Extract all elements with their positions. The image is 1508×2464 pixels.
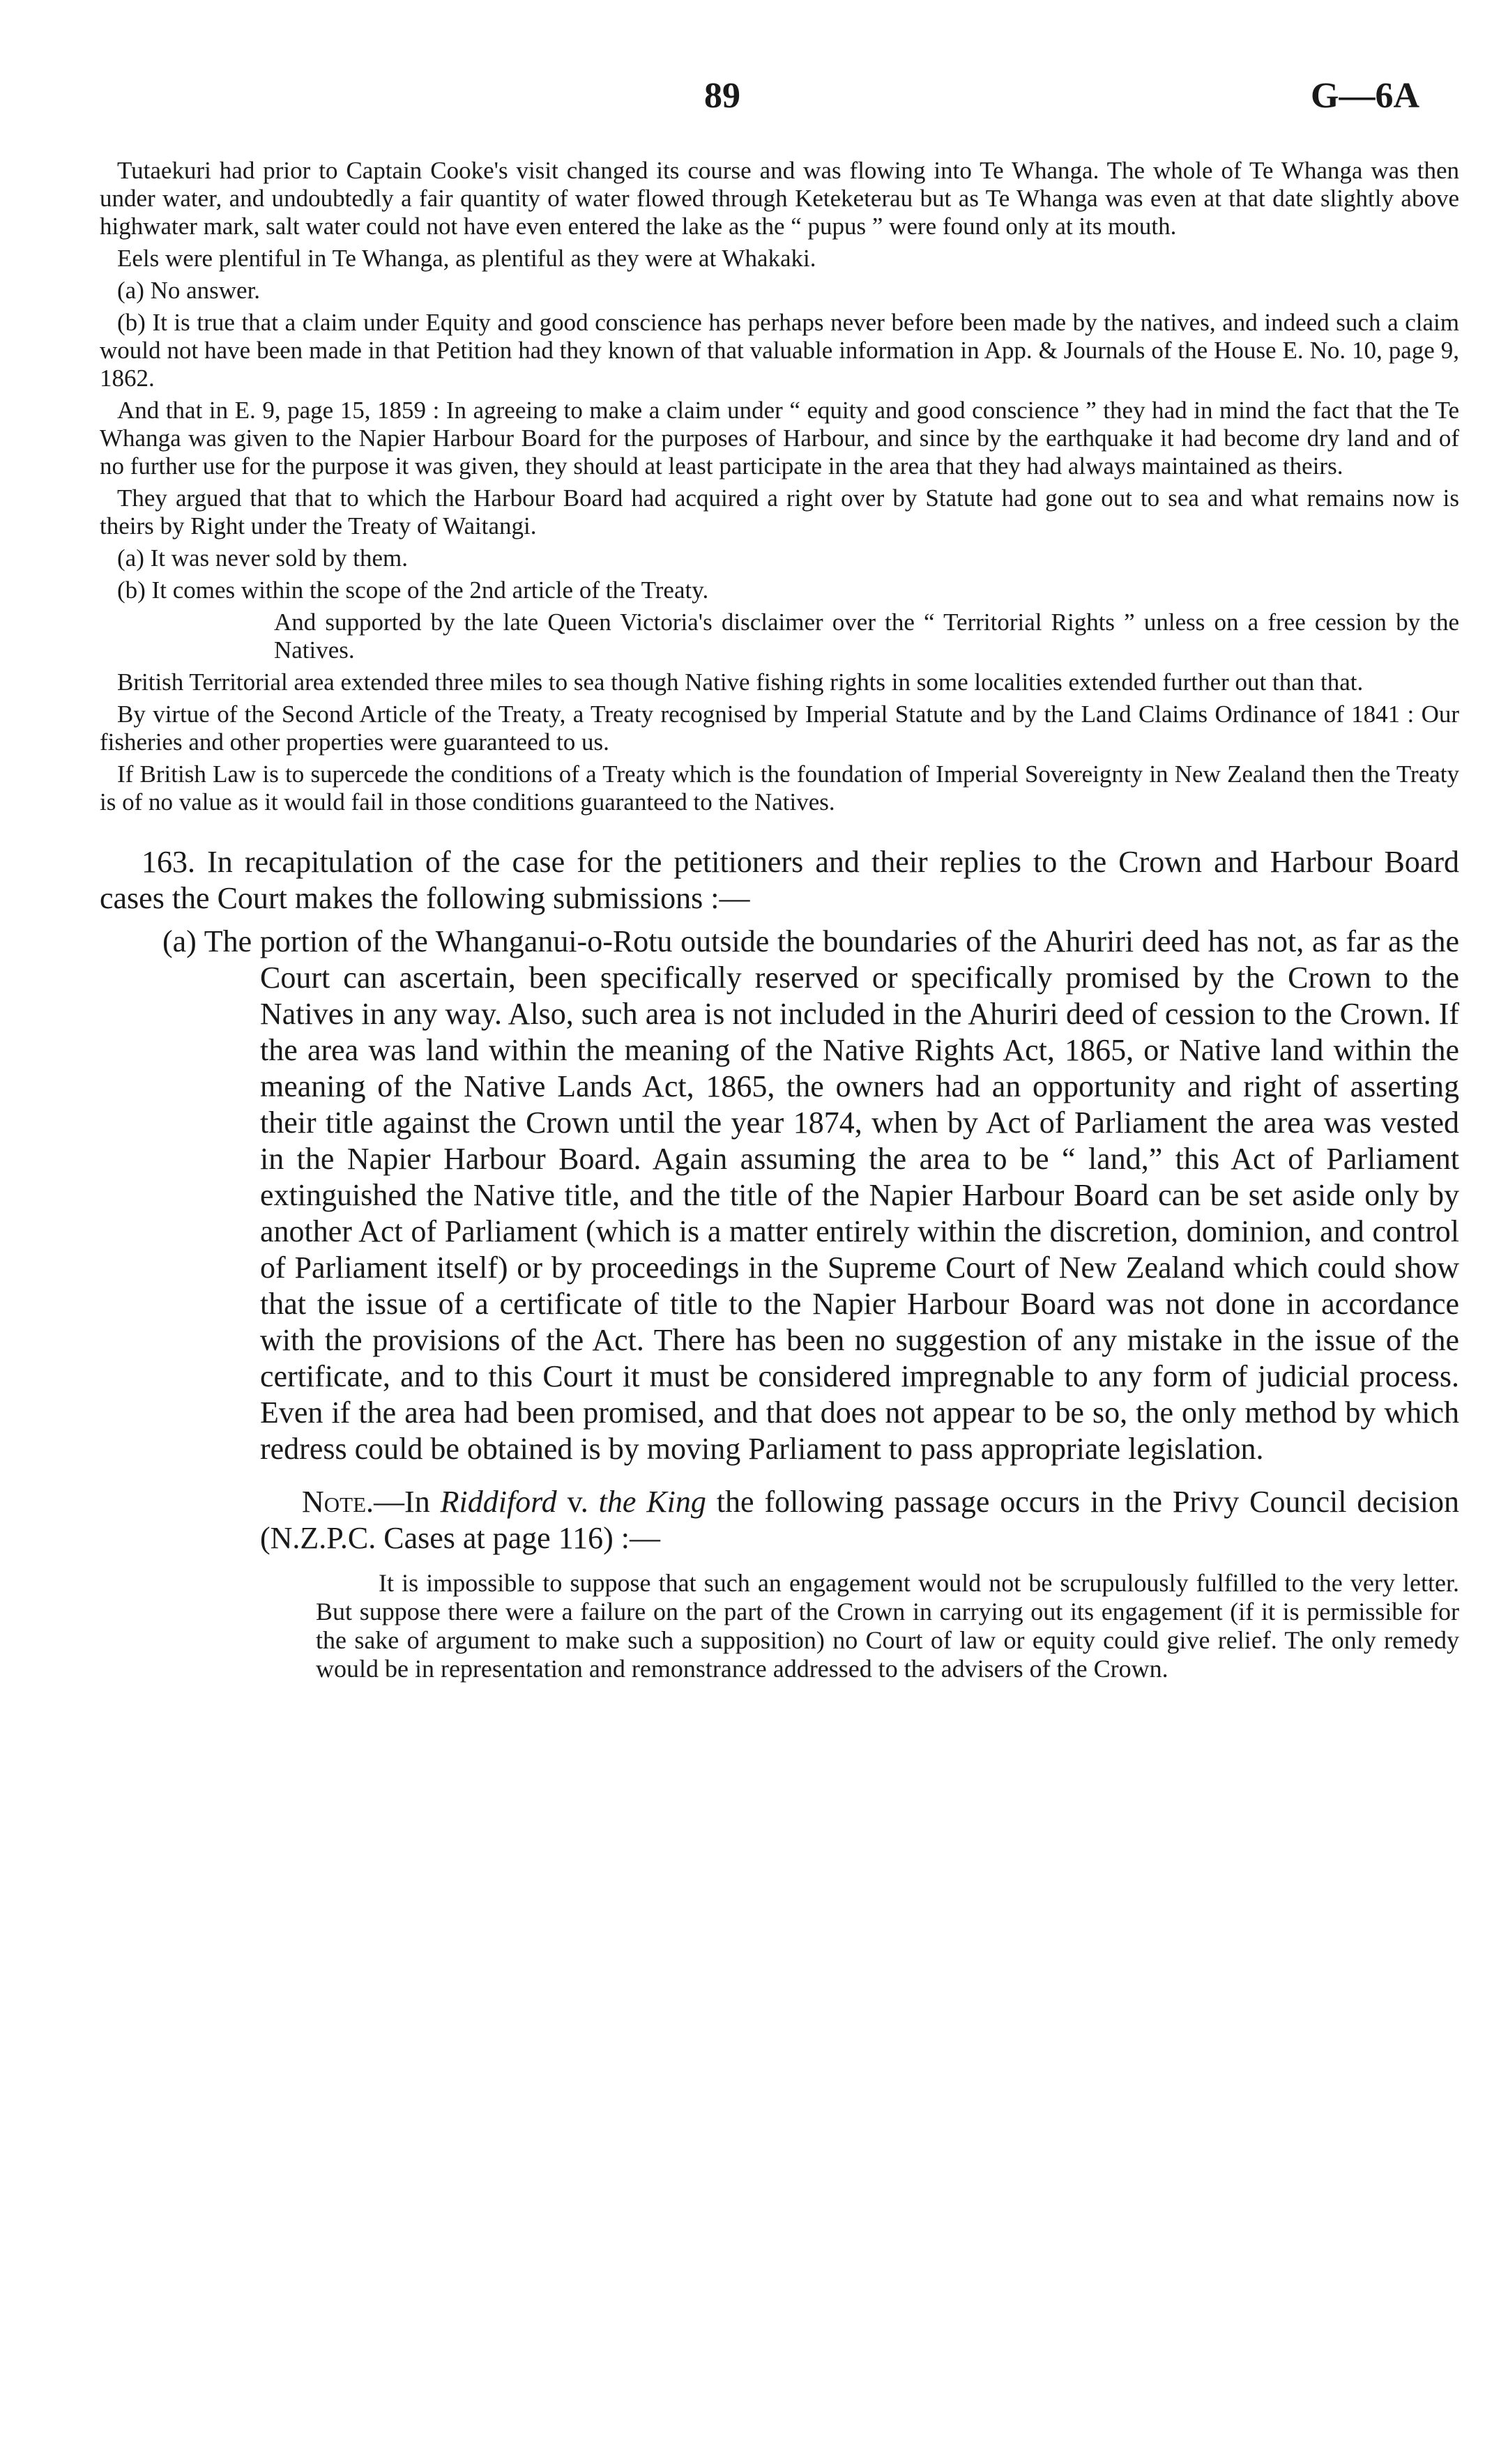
page-number: 89 [704,76,740,116]
note-label: Note. [302,1485,374,1519]
paragraph-territorial-area: British Territorial area extended three miles to sea though Native fishing rights in some localities extended further out than that. [117,668,1364,696]
paragraph-harbour-board: They argued that that to which the Harbour Board had acquired a right over by Statute had gone out to sea and what remains now is theirs by Right under the Treaty of Waitangi. [100,484,1459,540]
page-header [0,75,1508,131]
paragraph-163: 163. In recapitulation of the case for the petitioners and their replies to the Crown and Harbour Board cases the Court makes the following submissions :— [100,845,1459,915]
petitioner-replies [100,157,1459,816]
note-paragraph [100,1484,1459,1556]
paragraph-queen-victoria: And supported by the late Queen Victoria's disclaimer over the “ Territorial Rights ” unless on a free cession by the Natives. [274,609,1459,664]
paragraph-tutaekuri: Tutaekuri had prior to Captain Cooke's visit changed its course and was flowing into Te Whanga. The whole of Te Whanga was then under water, and undoubtedly a fair quantity of water flowed through Keteketerau but as Te Whanga was even at that date slightly above highwater mark, salt water could not have even entered the lake as the “ pupus ” were found only at its mouth. [100,157,1459,240]
paragraph-b-second-article: (b) It comes within the scope of the 2nd article of the Treaty. [117,576,709,604]
paragraph-b-equity: (b) It is true that a claim under Equity and good conscience has perhaps never before been made by the natives, and indeed such a claim would not have been made in that Petition had they known of that valuable information in App. & Journals of the House E. No. 10, page 9, 1862. [100,309,1459,392]
series-code: G—6A [1311,76,1419,116]
quote-text: It is impossible to suppose that such an engagement would not be scrupulously fulfilled to the very letter. But suppose there were a failure on the part of the Crown in carrying out its engagement (if it is permissible for the sake of argument to make such a supposition) no Court of law or equity could give relief. The only remedy would be in representation and remonstrance addressed to the advisers of the Crown. [316,1569,1459,1683]
paragraph-british-law: If British Law is to supercede the conditions of a Treaty which is the foundation of Imperial Sovereignty in New Zealand then the Treaty is of no value as it would fail in those conditions guaranteed to the Natives. [100,760,1459,816]
case-v: v. [556,1485,599,1519]
paragraph-treaty-virtue: By virtue of the Second Article of the Treaty, a Treaty recognised by Imperial Statute and by the Land Claims Ordinance of 1841 : Our fisheries and other properties were guaranteed to us. [100,701,1459,756]
submission-a: (a) The portion of the Whanganui-o-Rotu outside the boundaries of the Ahuriri deed has not, as far as the Court can ascertain, been specifically reserved or specifically promised by the Crown to the Natives in any way. Also, such area is not included in the Ahuriri deed of cession to the Crown. If the area was land within the meaning of the Native Rights Act, 1865, or Native land within the meaning of the Native Lands Act, 1865, the owners had an opportunity and right of asserting their title against the Crown until the year 1874, when by Act of Parliament the area was vested in the Napier Harbour Board. Again assuming the area to be “ land,” this Act of Parliament extinguished the Native title, and the title of the Napier Harbour Board can be set aside only by another Act of Parliament (which is a matter entirely within the discretion, dominion, and control of Parliament itself) or by proceedings in the Supreme Court of New Zealand which could show that the issue of a certificate of title to the Napier Harbour Board was not done in accordance with the provisions of the Act. There has been no suggestion of any mistake in the issue of the certificate, and to this Court it must be considered impregnable to any form of judicial process. Even if the area had been promised, and that does not appear to be so, the only method by which redress could be obtained is by moving Parliament to pass appropriate legislation. [162,924,1459,1466]
paragraph-a-no-answer: (a) No answer. [117,277,261,304]
case-name-king: the King [598,1485,706,1519]
paragraph-eels: Eels were plentiful in Te Whanga, as plentiful as they were at Whakaki. [117,245,816,272]
paragraph-a-never-sold: (a) It was never sold by them. [117,544,408,572]
note-dash: —In [374,1485,441,1519]
note-text: the following passage occurs in the Privy Council decision (N.Z.P.C. Cases at page 116) :— [260,1485,1459,1555]
paragraph-e9: And that in E. 9, page 15, 1859 : In agreeing to make a claim under “ equity and good conscience ” they had in mind the fact that the Te Whanga was given to the Napier Harbour Board for the purposes of Harbour, and since by the earthquake it had become dry land and of no further use for the purpose it was given, they should at least participate in the area that they had always maintained as theirs. [100,397,1459,480]
case-name-riddiford: Riddiford [440,1485,557,1519]
privy-council-quote [100,1569,1459,1683]
page-body [100,157,1459,1683]
court-submissions [100,844,1459,1556]
